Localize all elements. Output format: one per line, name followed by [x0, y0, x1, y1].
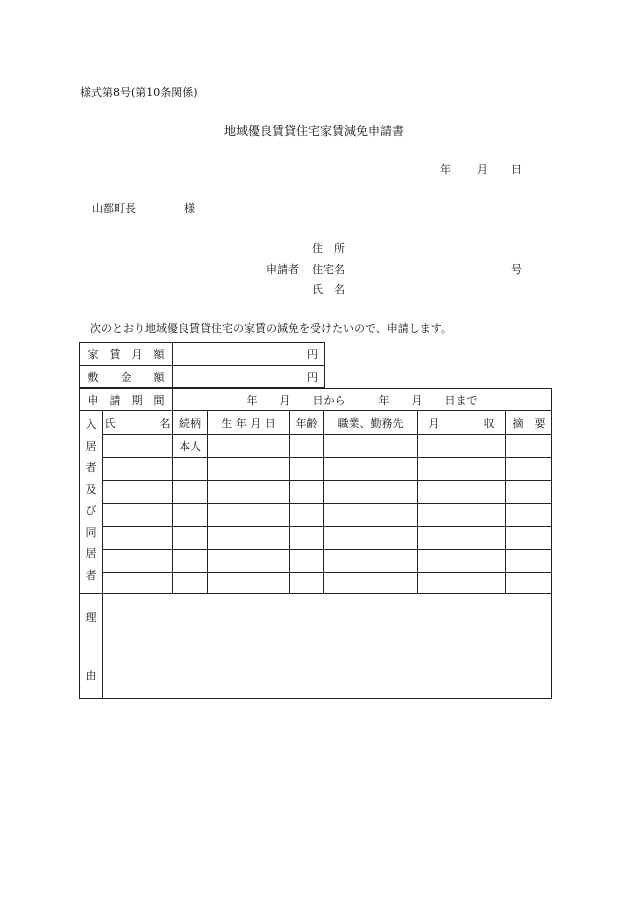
- date-year: 年: [440, 163, 451, 176]
- rent-label: 家 賃 月 額: [87, 348, 165, 361]
- reason-label-top: 理: [85, 611, 97, 624]
- period-label: 申 請 期 間: [87, 393, 165, 407]
- page-title: 地域優良賃貸住宅家賃減免申請書: [224, 124, 405, 138]
- date-month: 月: [477, 163, 488, 176]
- deposit-label: 敷 金 額: [87, 371, 165, 384]
- col-header-relation: 続柄: [179, 416, 201, 430]
- col-header-income: 月 収: [428, 416, 495, 430]
- addressee-honorific: 様: [184, 202, 195, 215]
- applicant-residence-label: 住宅名: [312, 263, 345, 276]
- col-header-occupation: 職業、勤務先: [337, 416, 404, 430]
- col-header-name: 氏 名: [104, 416, 171, 430]
- date-day: 日: [511, 163, 522, 176]
- col-header-remarks: 摘 要: [512, 416, 546, 430]
- applicant-label: 申請者: [266, 263, 299, 276]
- rent-unit: 円: [307, 348, 318, 361]
- col-header-birthdate: 生 年 月 日: [221, 416, 276, 430]
- applicant-name-label: 氏 名: [312, 283, 345, 296]
- applicant-number-suffix: 号: [511, 263, 522, 276]
- request-text: 次のとおり地域優良賃貸住宅の家賃の減免を受けたいので、申請します。: [90, 322, 452, 335]
- reason-label-bottom: 由: [85, 669, 97, 682]
- residents-vertical-label: 入 居 者 及 び 同 居 者: [85, 418, 97, 582]
- addressee-name: 山都町長: [92, 202, 136, 215]
- form-number: 様式第8号(第10条関係): [80, 86, 198, 99]
- deposit-unit: 円: [307, 371, 318, 384]
- applicant-address-label: 住 所: [312, 242, 345, 255]
- first-relation: 本人: [179, 440, 201, 453]
- period-text: 年 月 日から 年 月 日まで: [246, 393, 478, 407]
- col-header-age: 年齢: [295, 416, 318, 430]
